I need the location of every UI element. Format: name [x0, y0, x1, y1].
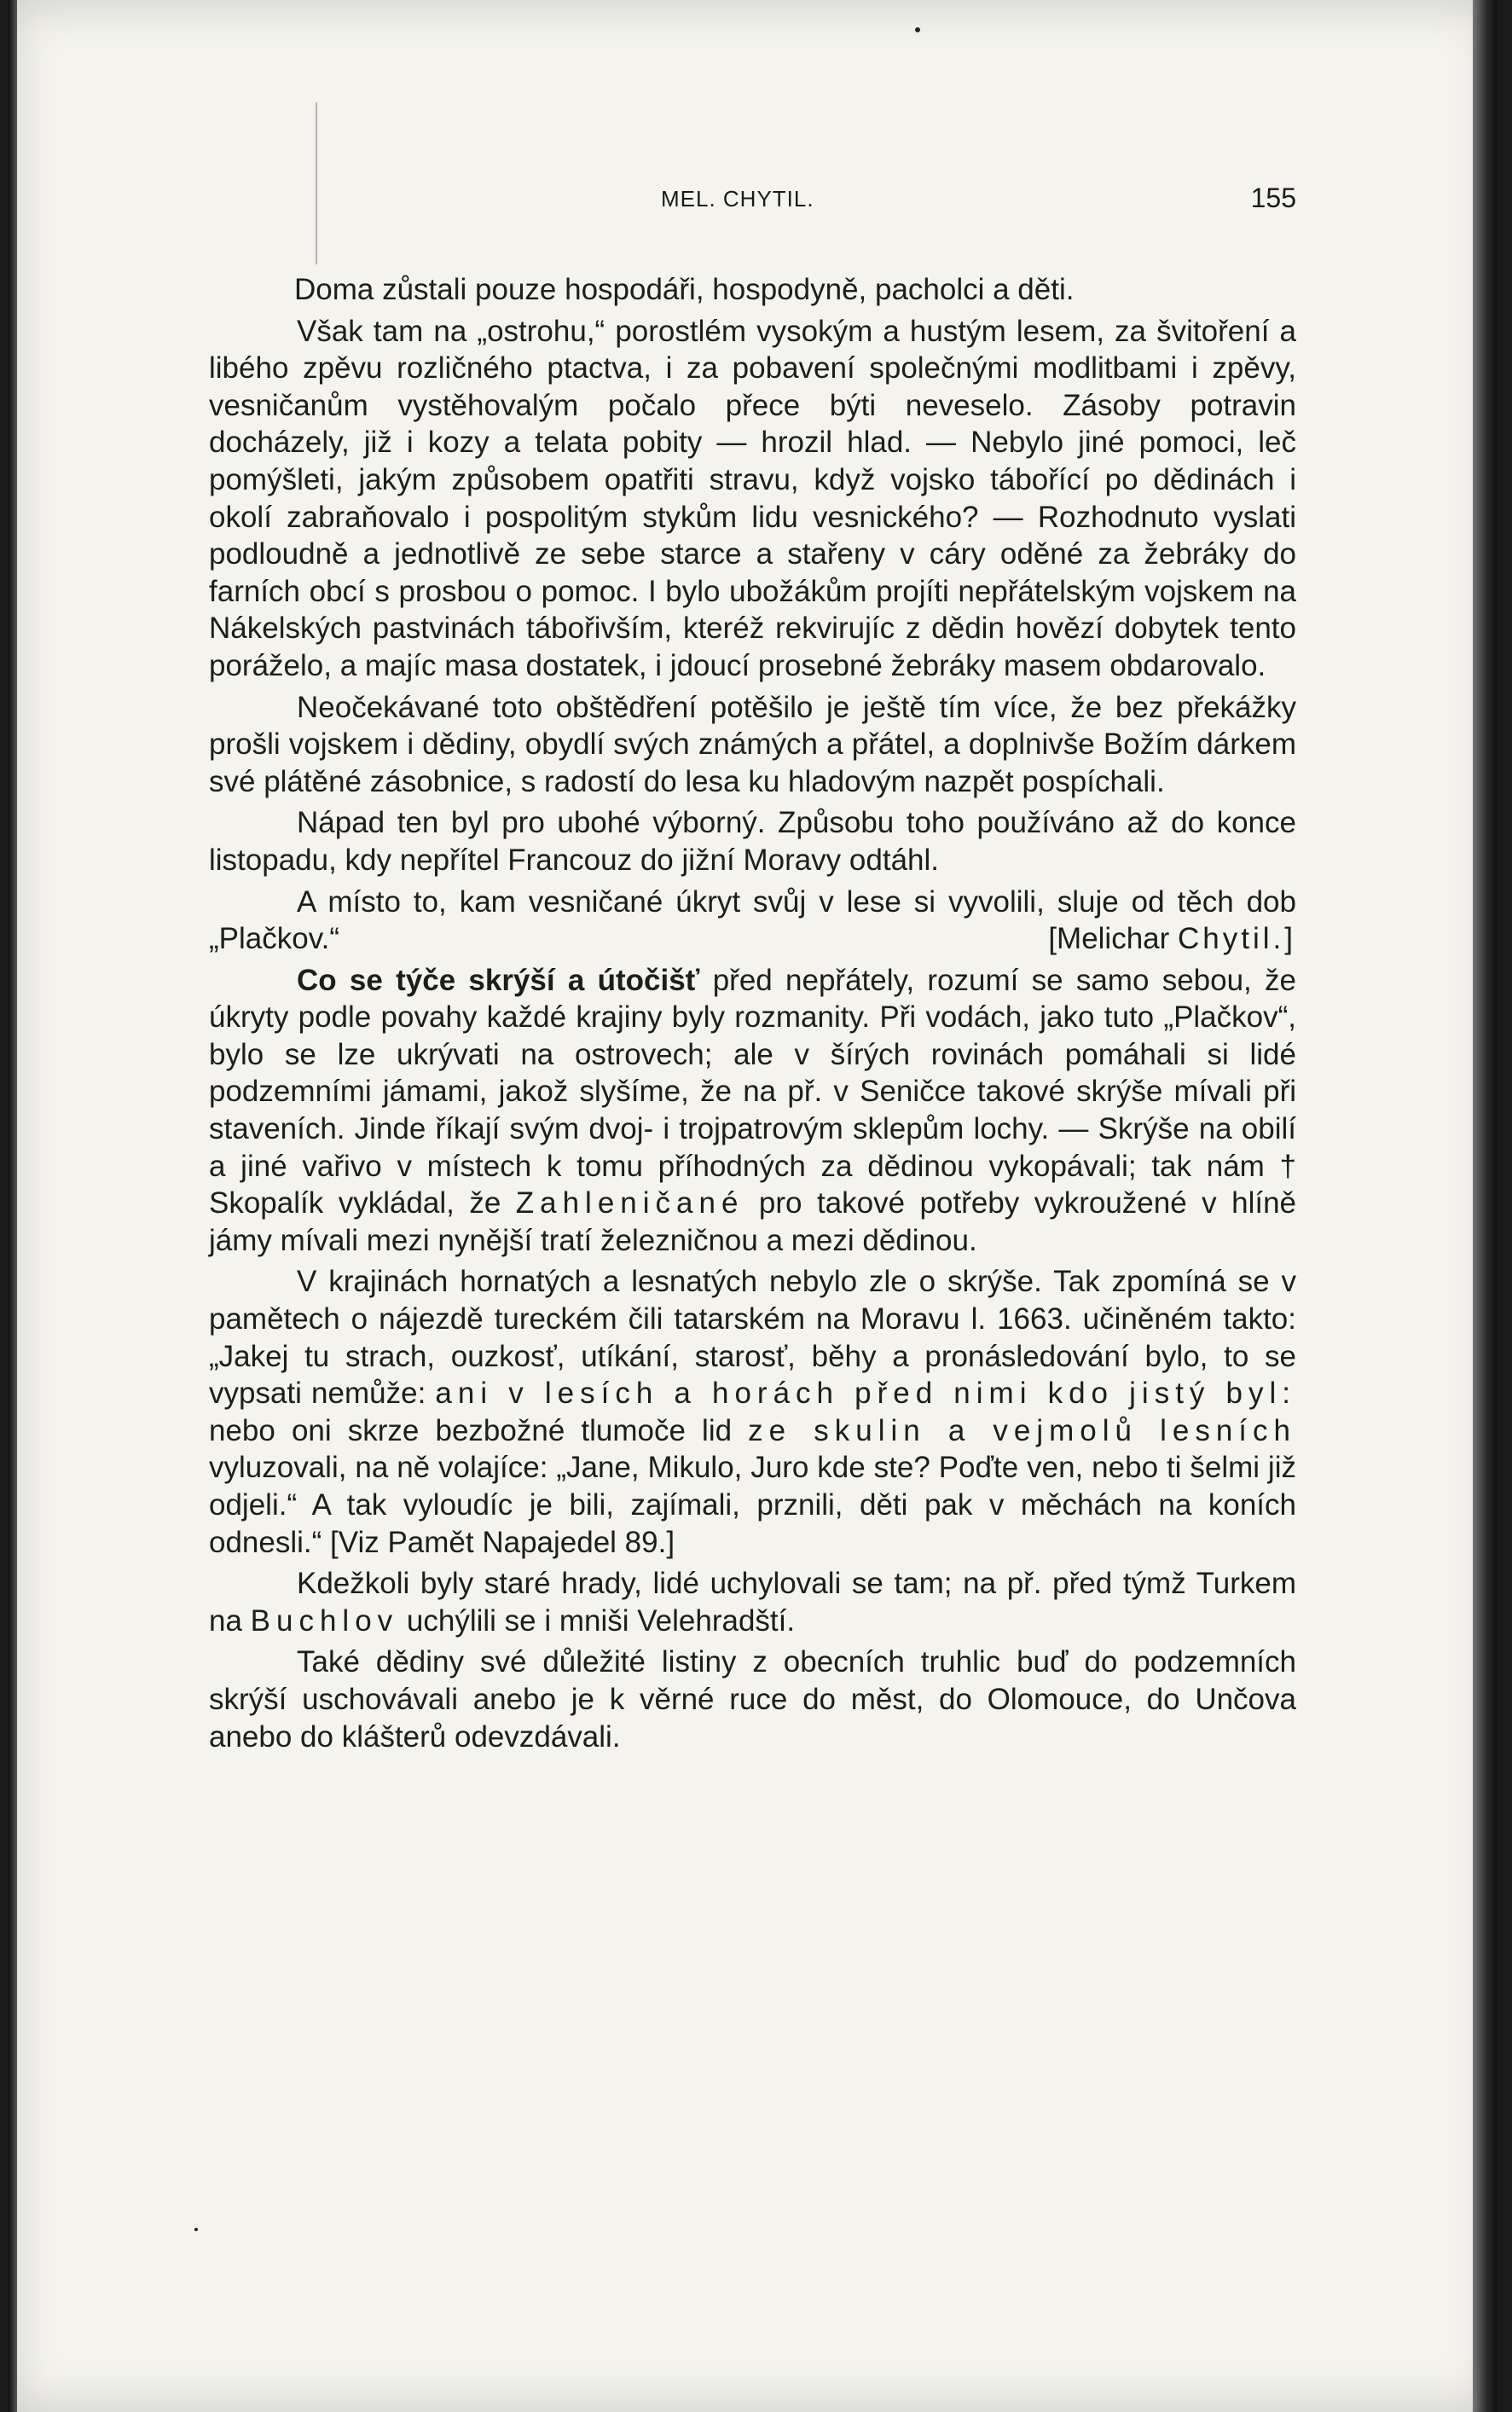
- page-right-edge: [1473, 0, 1497, 2412]
- spaced-quote: ze skulin a vejmolů lesních: [748, 1413, 1296, 1447]
- page-left-edge: [9, 0, 17, 2412]
- paragraph-text: Kdežkoli byly staré hrady, lidé uchylovali se tam; na př. před týmž Turkem na: [209, 1567, 1296, 1638]
- paragraph-text: A místo to, kam vesničané úkryt svůj v lese si vyvolili, sluje od těch dob „Plačkov.“: [209, 884, 1296, 956]
- paragraph-text: pro takové potřeby vykroužené v hlíně jámy mívali mezi nynější tratí železničnou a mezi dědinou.: [209, 1186, 1296, 1257]
- paragraph: [209, 962, 1296, 1260]
- signature: [960, 920, 1296, 958]
- running-head: MEL. CHYTIL.: [661, 186, 814, 212]
- paragraph: [209, 1263, 1296, 1561]
- paragraph: [209, 884, 1296, 958]
- spaced-quote: ani v lesích a horách před nimi kdo jistý byl:: [435, 1377, 1296, 1411]
- paragraph-text: Však tam na „ostrohu,“ porostlém vysokým a hustým lesem, za švitoření a libého zpěvu rozličného ptactva, i za pobavení společnými modlitbami i zpěvy, vesničanům vystěhovalým počalo přece býti neveselo. Zásoby potravin docházely, již i kozy a telata pobity — hrozil hlad. — Nebylo jiné pomoci, leč pomýšleti, jakým způsobem opatřiti stravu, když vojsko tábořící po dědinách i okolí zabraňovalo i pospolitým stykům lidu vesnického? — Rozhodnuto vyslati podloudně a jednotlivě ze sebe starce a stařeny v cáry oděné za žebráky do farních obcí s prosbou o pomoc. I bylo ubožákům projíti nepřátelským vojskem na Nákelských pastvinách tábořivším, kteréž rekvirujíc z dědin hovězí dobytek tento poráželo, a majíc masa dostatek, i jdoucí prosebné žebráky masem obdarovalo.: [209, 314, 1296, 682]
- page-header: [209, 183, 1296, 217]
- ink-speck: [194, 2228, 198, 2231]
- signature-prefix: [Melichar: [1048, 922, 1170, 956]
- body-text: [209, 271, 1296, 1760]
- page-number: 155: [1250, 183, 1296, 213]
- ink-speck: [915, 27, 920, 32]
- paragraph: [209, 1565, 1296, 1639]
- spaced-term: Buchlov: [250, 1603, 399, 1638]
- paragraph: [209, 804, 1296, 878]
- paragraph-text: V krajinách hornatých a lesnatých nebylo zle o skrýše. Tak zpomíná se v pamětech o nájezdě tureckém čili tatarském na Moravu l. 1663. učiněném takto: „Jakej tu strach, ouzkosť, utíkání, starosť, běhy a pronásledování bylo, to se vypsati nemůže:: [209, 1265, 1296, 1411]
- paragraph-text: vyluzovali, na ně volajíce: „Jane, Mikulo, Juro kde ste? Poďte ven, nebo ti šelmi již odjeli.“ A tak vyloudíc je bili, zajímali, prznili, děti pak v měchách na koních odnesli.“ [Viz Pamět Napajedel 89.]: [209, 1451, 1296, 1559]
- spaced-term: Zahleničané: [515, 1186, 744, 1220]
- paragraph-text: uchýlili se i mniši Velehradští.: [398, 1603, 796, 1638]
- paragraph-text: Také dědiny své důležité listiny z obecních truhlic buď do podzemních skrýší uschovávali anebo je k věrné ruce do měst, do Olomouce, do Unčova anebo do klášterů odevzdávali.: [209, 1645, 1296, 1754]
- paragraph: [209, 689, 1296, 801]
- section-lead: Co se týče skrýší a útočišť: [297, 963, 700, 997]
- paragraph-text: před nepřátely, rozumí se samo sebou, že úkryty podle povahy každé krajiny byly rozmanity. Při vodách, jako tuto „Plačkov“, bylo se lze ukrývati na ostrovech; ale v šírých rovinách pomáhali si lidé podzemními jámami, jakož slyšíme, že na př. v Seničce takové skrýše mívali při staveních. Jinde říkají svým dvoj- i trojpatrovým sklepům lochy. — Skrýše na obilí a jiné vařivo v místech k tomu příhodných za dědinou vykopávali; tak nám † Skopalík vykládal, že: [209, 963, 1297, 1220]
- paragraph: [209, 1644, 1296, 1755]
- paragraph-text: nebo oni skrze bezbožné tlumoče lid: [209, 1413, 749, 1447]
- paragraph: [209, 271, 1296, 309]
- paragraph-text: Neočekávané toto obštědření potěšilo je ještě tím více, že bez překážky prošli vojskem i dědiny, obydlí svých známých a přátel, a doplnivše Božím dárkem své plátěné zásobnice, s radostí do lesa ku hladovým nazpět pospíchali.: [209, 690, 1296, 798]
- paragraph: [209, 313, 1296, 685]
- paragraph-text: Nápad ten byl pro ubohé výborný. Způsobu toho používáno až do konce listopadu, kdy nepřítel Francouz do jižní Moravy odtáhl.: [209, 806, 1296, 877]
- paragraph-text: Doma zůstali pouze hospodáři, hospodyně, pacholci a děti.: [294, 273, 1075, 306]
- signature-name: Chytil.]: [1178, 922, 1296, 956]
- book-page: [9, 0, 1497, 2412]
